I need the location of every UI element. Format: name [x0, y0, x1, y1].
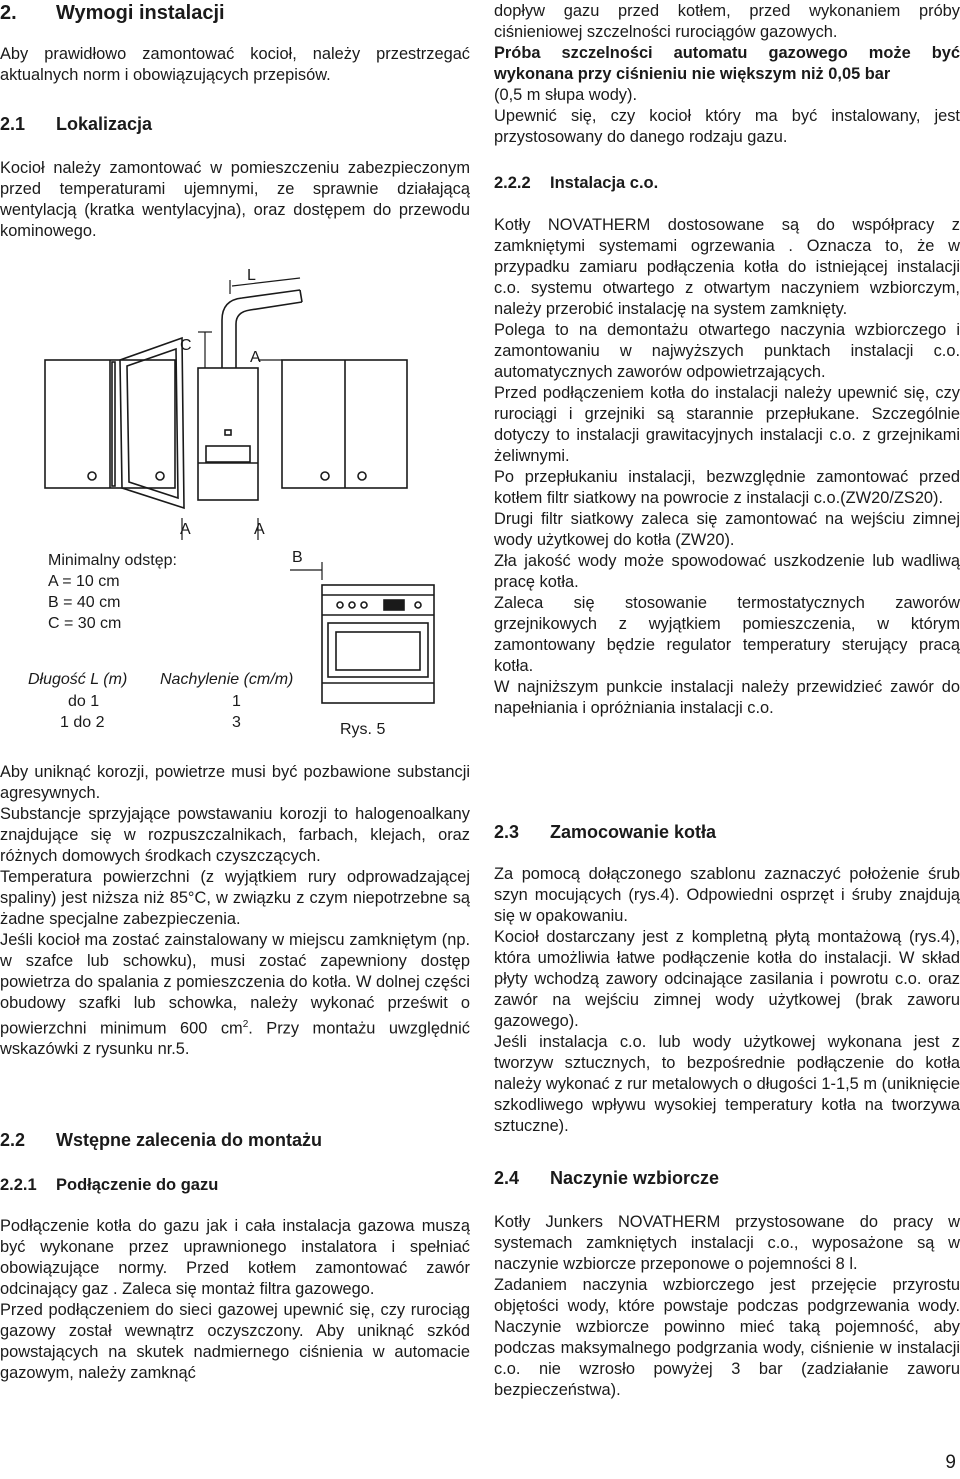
paragraph: W najniższym punkcie instalacji należy przewidzieć zawór do napełniania i opróżniania instalacji c.o. — [494, 678, 960, 717]
installation-figure — [0, 250, 470, 750]
paragraph: Za pomocą dołączonego szablonu zaznaczyć położenie śrub szyn mocujących (rys.4). Odpowiedni osprzęt i śruby znajdują się w opakowaniu. — [494, 865, 960, 925]
section-2-2-1-heading — [0, 1176, 218, 1195]
superscript: 2 — [242, 1019, 249, 1030]
paragraph: Przed podłączeniem kotła do instalacji należy upewnić się, czy rurociągi i grzejniki są starannie przepłukane. Szczególnie dotyczy to instalacji grawitacyjnych instalacji c.o. z grzejnikami żeliwnymi. — [494, 384, 960, 465]
figure-drawing — [0, 250, 470, 750]
paragraph: Polega to na demontażu otwartego naczynia wzbiorczego i zamontowaniu w najwyższych punktach instalacji c.o. automatycznych zaworów odpowietrzających. — [494, 321, 960, 381]
section-number: 2.2.1 — [0, 1176, 37, 1194]
flue-pipe — [222, 290, 300, 368]
section-2-heading — [0, 2, 225, 25]
min-distance-title: Minimalny odstęp: — [48, 552, 177, 569]
section-title: Naczynie wzbiorcze — [550, 1168, 720, 1188]
paragraph: Jeśli instalacja c.o. lub wody użytkowej wykonana jest z tworzyw sztucznych, to bezpośrednie podłączenie do kotła należy wykonać z rur metalowych o długości 1-1,5 m (uniknięcie szkodliwego wpływu wysokiej temperatury kotła na tworzywa sztuczne). — [494, 1033, 960, 1135]
intro-paragraph: Aby prawidłowo zamontować kocioł, należy przestrzegać aktualnych norm i obowiązujących przepisów. — [0, 45, 470, 84]
heating-installation-text — [494, 215, 960, 719]
expansion-vessel-text — [494, 1212, 960, 1401]
min-distance-c: C = 30 cm — [48, 615, 122, 632]
section-2-1-heading — [0, 114, 152, 135]
section-number: 2.2 — [0, 1130, 26, 1150]
paragraph: dopływ gazu przed kotłem, przed wykonaniem próby ciśnieniowej szczelności rurociągów gazowych. — [494, 2, 960, 41]
section-title: Zamocowanie kotła — [550, 822, 717, 842]
paragraph: Aby uniknąć korozji, powietrze musi być pozbawione substancji agresywnych. — [0, 763, 470, 802]
location-paragraph: Kocioł należy zamontować w pomieszczeniu zabezpieczonym przed temperaturami ujemnymi, ze sprawnie działającą wentylacją (kratka wentylacyjna), oraz dostępem do przewodu kominowego. — [0, 159, 470, 240]
section-title: Wymogi instalacji — [56, 2, 225, 24]
section-2-3-heading — [494, 822, 716, 843]
cabinet-paragraph — [0, 930, 470, 1060]
paragraph: Substancje sprzyjające powstawaniu korozji to halogenoalkany znajdujące się w rozpuszczalnikach, farbach, klejach, oraz różnych domowych środkach czyszczących. — [0, 805, 470, 865]
paragraph: Podłączenie kotła do gazu jak i cała instalacja gazowa muszą być wykonane przez uprawnionego instalatora i spełniać obowiązujące normy. Przed kotłem zamontować zawór odcinający gaz . Zaleca się montaż filtra gazowego. — [0, 1217, 470, 1298]
corrosion-text — [0, 762, 470, 1060]
section-title: Lokalizacja — [56, 114, 153, 134]
section-2-2-2-heading — [494, 174, 658, 193]
paragraph: Kocioł dostarczany jest z kompletną płytą montażową (rys.4), która umożliwia łatwe podłączenie kotła do instalacji. W skład płyty wchodzą zawory odcinające zasilania i powrotu c.o. oraz zawór na wejściu zimnej wody użytkowej (brak zaworu gazowego). — [494, 928, 960, 1030]
paragraph: Zadaniem naczynia wzbiorczego jest przejęcie przyrostu objętości wody, które powstaje podczas podgrzewania wody. Naczynie wzbiorcze powinno mieć taką pojemność, aby podczas maksymalnego podgrzania wody, ciśnienie w instalacji c.o. nie wzrosło powyżej 3 bar (zadziałanie zaworu bezpieczeństwa). — [494, 1276, 960, 1399]
paragraph: Kotły Junkers NOVATHERM przystosowane do pracy w systemach zamkniętych instalacji c.o., wyposażone są w naczynie wzbiorcze przeponowe o pojemności 8 l. — [494, 1213, 960, 1273]
min-distance-a: A = 10 cm — [48, 573, 120, 590]
figure-caption: Rys. 5 — [340, 721, 386, 738]
paragraph: Zła jakość wody może spowodować uszkodzenie lub wadliwą pracę kotła. — [494, 552, 960, 591]
label-B: B — [292, 549, 303, 566]
page-number: 9 — [945, 1452, 956, 1473]
paragraph: (0,5 m słupa wody). — [494, 86, 638, 104]
section-title: Podłączenie do gazu — [56, 1176, 219, 1194]
section-title: Instalacja c.o. — [550, 174, 659, 192]
section-number: 2.1 — [0, 114, 26, 134]
table-header-length: Długość L (m) — [28, 671, 128, 688]
min-distance-b: B = 40 cm — [48, 594, 121, 611]
table-header-slope: Nachylenie (cm/m) — [160, 671, 294, 688]
cabinet-text-end: . Przy montażu uwzględnić wskazówki z rysunku nr.5. — [0, 1019, 470, 1059]
label-L: L — [247, 267, 256, 284]
cabinet-text: Jeśli kocioł ma zostać zainstalowany w miejscu zamkniętym (np. w szafce lub schowku), musi zostać zapewniony dostęp powietrza do spalania z pomieszczenia do kotła. W dolnej części obudowy szafki lub schowka, należy wykonać prześwit o powierzchni minimum 600 cm — [0, 931, 470, 1038]
paragraph: Zaleca się stosowanie termostatycznych zaworów grzejnikowych z wyjątkiem pomieszczenia, w którym zamontowany będzie regulator temperatury sterujący pracą kotła. — [494, 594, 960, 675]
label-A-top: A — [250, 349, 261, 366]
section-number: 2.3 — [494, 822, 520, 842]
paragraph: Przed podłączeniem do sieci gazowej upewnić się, czy rurociąg gazowy został wewnątrz oczyszczony. Aby uniknąć szkód powstających na skutek nadmiernego ciśnienia w automacie gazowym, należy zamknąć — [0, 1301, 470, 1382]
table-row2-length: 1 do 2 — [60, 714, 105, 731]
gas-continued — [494, 1, 960, 148]
paragraph: Po przepłukaniu instalacji, bezwzględnie zamontować przed kotłem filtr siatkowy na powrocie z instalacji c.o.(ZW20/ZS20). — [494, 468, 960, 507]
paragraph: Upewnić się, czy kocioł który ma być instalowany, jest przystosowany do danego rodzaju gazu. — [494, 107, 960, 146]
label-C: C — [180, 337, 192, 354]
label-A-right: A — [254, 521, 265, 538]
bold-paragraph: Próba szczelności automatu gazowego może być wykonana przy ciśnieniu nie większym niż 0,05 bar — [494, 44, 960, 83]
paragraph: Drugi filtr siatkowy zaleca się zamontować na wejściu zimnej wody użytkowej do kotła (ZW20). — [494, 510, 960, 549]
table-row1-length: do 1 — [68, 693, 100, 710]
boiler — [198, 368, 258, 500]
table-row2-slope: 3 — [232, 714, 241, 731]
section-title: Wstępne zalecenia do montażu — [56, 1130, 323, 1150]
table-row1-slope: 1 — [232, 693, 241, 710]
mounting-text — [494, 864, 960, 1137]
label-A-left: A — [180, 521, 191, 538]
section-number: 2.2.2 — [494, 174, 531, 192]
section-number: 2. — [0, 2, 17, 24]
section-2-4-heading — [494, 1168, 719, 1189]
section-2-2-heading — [0, 1130, 322, 1151]
paragraph: Kotły NOVATHERM dostosowane są do współpracy z zamkniętymi systemami ogrzewania . Oznacza to, że w przypadku zamiaru podłączenia kotła do istniejącej instalacji c.o. systemu otwartego z otwartym naczyniem wzbiorczym, należy przerobić instalację na system zamknięty. — [494, 216, 960, 318]
paragraph: Temperatura powierzchni (z wyjątkiem rury odprowadzającej spaliny) jest niższa niż 85°C, w związku z czym niepotrzebne są żadne specjalne zabezpieczenia. — [0, 868, 470, 928]
gas-connection-text — [0, 1216, 470, 1384]
section-number: 2.4 — [494, 1168, 520, 1188]
